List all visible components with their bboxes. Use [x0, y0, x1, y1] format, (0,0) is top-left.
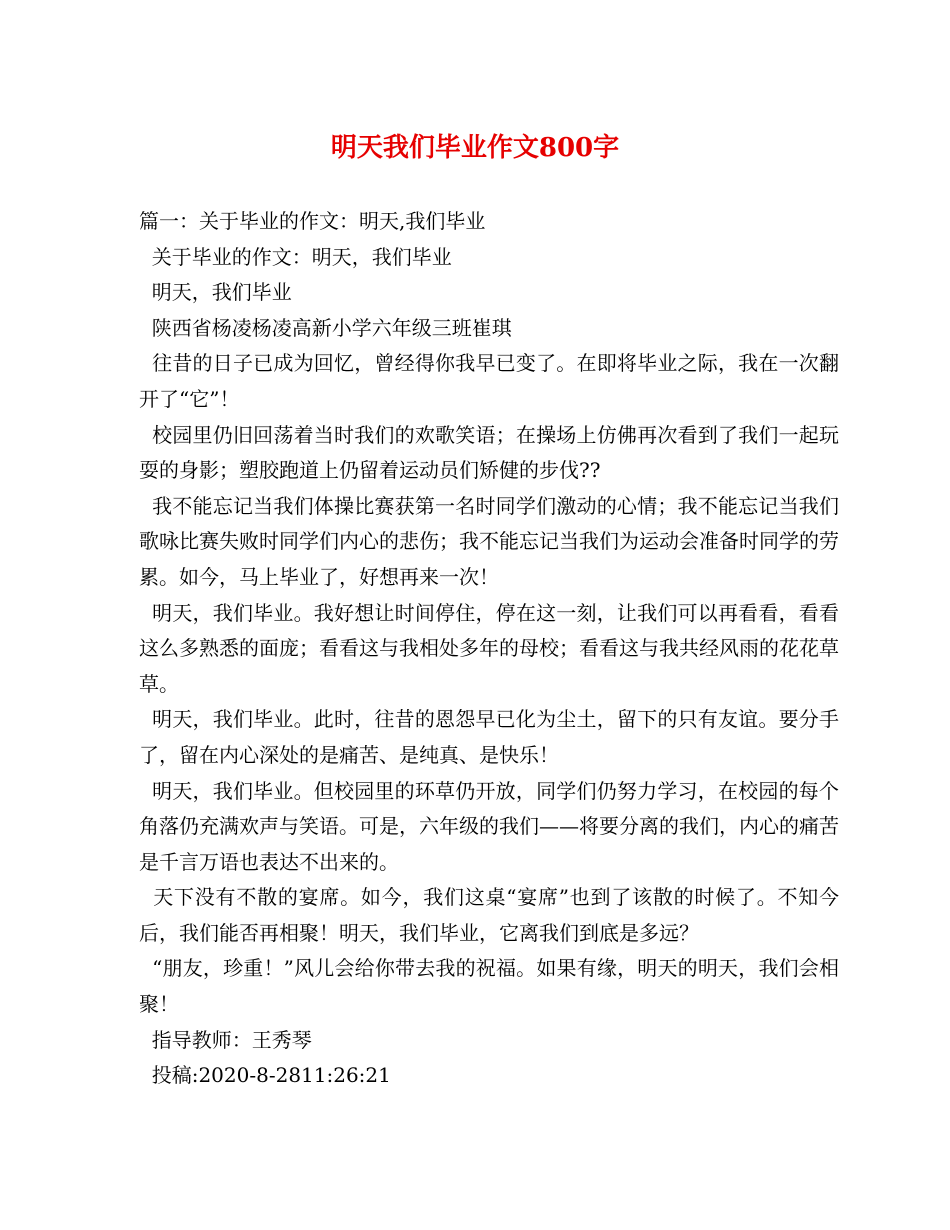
- paragraph-subtitle: 关于毕业的作文：明天，我们毕业: [139, 244, 452, 269]
- paragraph-body: 校园里仍旧回荡着当时我们的欢歌笑语；在操场上仿佛再次看到了我们一起玩耍的身影；塑胶跑道上仍留着运动员们矫健的步伐??: [139, 422, 840, 483]
- paragraph-teacher: 指导教师：王秀琴: [139, 1027, 312, 1052]
- paragraph-author: 陕西省杨凌杨凌高新小学六年级三班崔琪: [139, 315, 512, 340]
- paragraph-body: 明天，我们毕业。我好想让时间停住，停在这一刻，让我们可以再看看，看看这么多熟悉的面庞；看看这与我相处多年的母校；看看这与我共经风雨的花花草草。: [139, 600, 840, 696]
- paragraph-body: 我不能忘记当我们体操比赛获第一名时同学们激动的心情；我不能忘记当我们歌咏比赛失败时同学们内心的悲伤；我不能忘记当我们为运动会准备时同学的劳累。如今，马上毕业了，好想再来一次！: [139, 493, 840, 589]
- paragraph-submission-date: 投稿:2020-8-2811:26:21: [139, 1063, 391, 1088]
- paragraph-body: 明天，我们毕业。此时，往昔的恩怨早已化为尘土，留下的只有友谊。要分手了，留在内心深处的是痛苦、是纯真、是快乐！: [139, 707, 840, 767]
- paragraph-body: 天下没有不散的宴席。如今，我们这桌“宴席”也到了该散的时候了。不知今后，我们能否再相聚！明天，我们毕业，它离我们到底是多远？: [139, 885, 839, 945]
- paragraph-body: “朋友，珍重！”风儿会给你带去我的祝福。如果有缘，明天的明天，我们会相聚！: [139, 956, 840, 1017]
- paragraph-essay-title: 明天，我们毕业: [139, 280, 292, 305]
- document-body: [139, 204, 839, 1094]
- paragraph-heading: 篇一：关于毕业的作文：明天,我们毕业: [139, 209, 486, 233]
- paragraph-body: 明天，我们毕业。但校园里的环草仍开放，同学们仍努力学习，在校园的每个角落仍充满欢声与笑语。可是，六年级的我们——将要分离的我们，内心的痛苦是千言万语也表达不出来的。: [139, 778, 840, 874]
- document-title: 明天我们毕业作文800字: [330, 133, 620, 163]
- paragraph-body: 往昔的日子已成为回忆，曾经得你我早已变了。在即将毕业之际，我在一次翻开了“它”！: [139, 351, 840, 411]
